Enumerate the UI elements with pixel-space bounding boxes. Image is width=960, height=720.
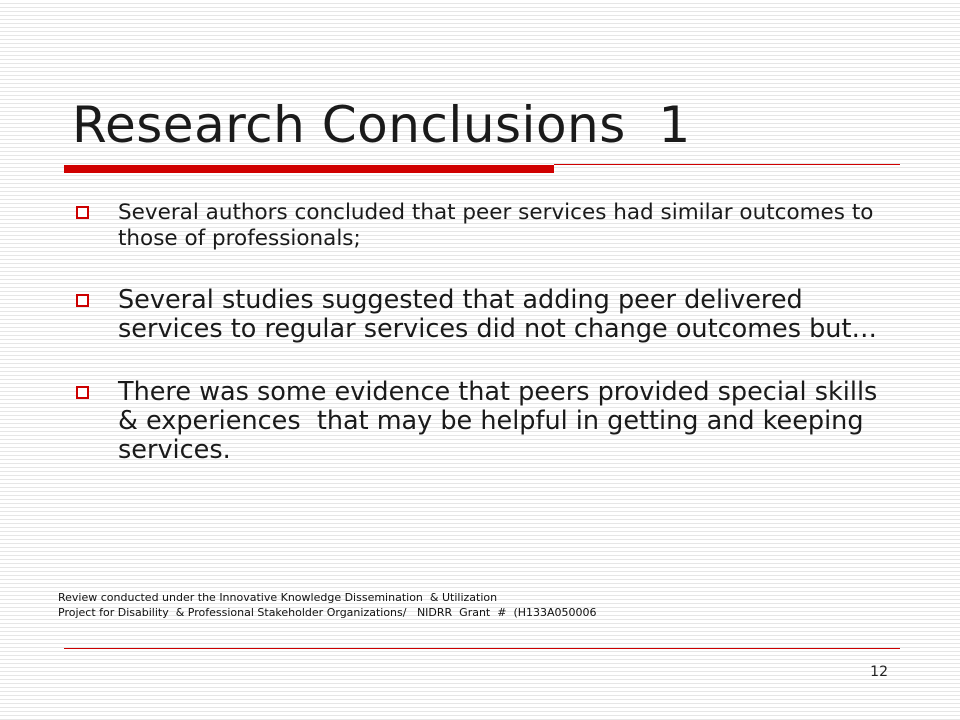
hollow-square-bullet-icon — [76, 294, 89, 307]
hollow-square-bullet-icon — [76, 206, 89, 219]
footnote-line-1: Review conducted under the Innovative Knowledge Dissemination & Utilization — [58, 591, 498, 604]
hollow-square-bullet-icon — [76, 386, 89, 399]
footnote — [58, 590, 597, 620]
footer-divider — [64, 648, 900, 649]
bullet-text: Several authors concluded that peer services had similar outcomes to those of professionals; — [118, 200, 874, 251]
page-number: 12 — [870, 664, 888, 680]
bullet-text: Several studies suggested that adding peer delivered services to regular services did not change outcomes but… — [118, 285, 877, 344]
footnote-line-2: Project for Disability & Professional Stakeholder Organizations/ NIDRR Grant # (H133A050006 — [58, 606, 597, 619]
bullet-text: There was some evidence that peers provided special skills & experiences that may be helpful in getting and keeping services. — [118, 377, 886, 465]
title-underline-thick — [64, 165, 554, 173]
slide-title: Research Conclusions 1 — [72, 96, 691, 154]
bullet-list — [72, 200, 902, 465]
list-item — [72, 378, 902, 465]
list-item — [72, 286, 902, 344]
list-item — [72, 200, 902, 252]
title-underline-thin — [554, 164, 900, 165]
